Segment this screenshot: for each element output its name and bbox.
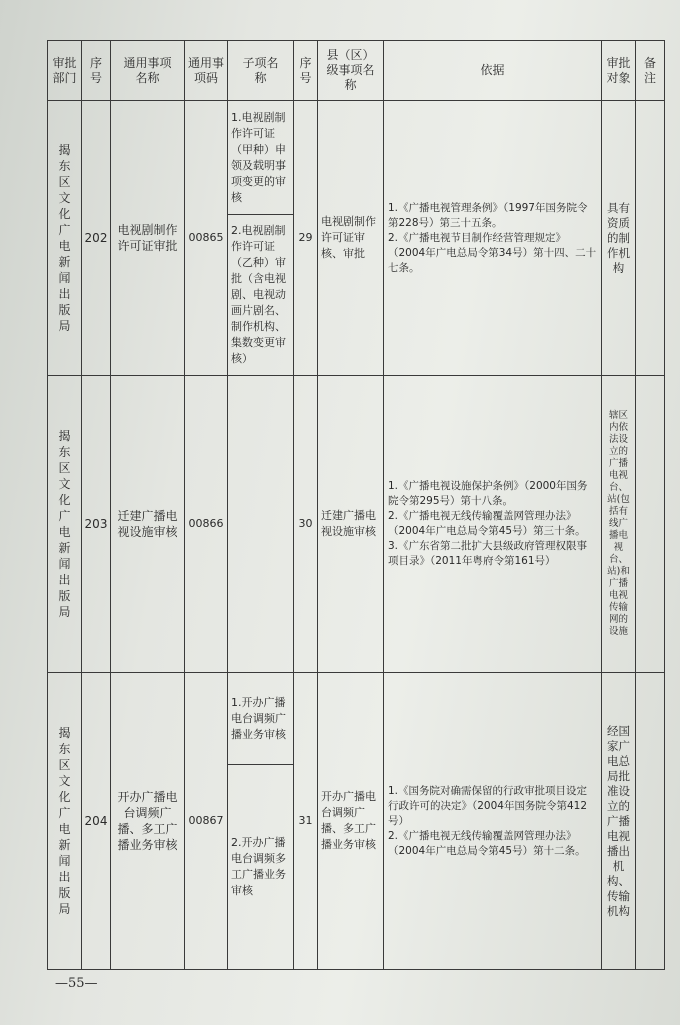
header-county-name: 县（区）级事项名称 xyxy=(326,48,375,92)
row2-basis-line-2: 2.《广播电视无线传输覆盖网管理办法》（2004年广电总局令第45号）第三十条。 xyxy=(388,510,586,537)
row2-county-name: 迁建广播电视设施审核 xyxy=(321,509,376,538)
row2-seq: 203 xyxy=(84,517,108,531)
row2-target: 辖区内依法设立的广播电视台、站(包括有线广播电视台、站)和广播电视传输网的设施 xyxy=(607,410,630,637)
row2-basis xyxy=(384,376,601,672)
row1-remark xyxy=(636,101,664,375)
row1-county-name: 电视剧制作许可证审核、审批 xyxy=(321,215,376,260)
row3-basis-line-1: 1.《国务院对确需保留的行政审批项目设定行政许可的决定》（2004年国务院令第412号） xyxy=(388,784,588,827)
row3-item-code: 00867 xyxy=(188,814,224,827)
row1-item-code: 00865 xyxy=(188,231,224,244)
header-target: 审批对象 xyxy=(606,55,631,85)
row2-basis-line-3: 3.《广东省第二批扩大县级政府管理权限事项目录》（2011年粤府令第161号） xyxy=(388,540,588,567)
row3-sub-item-1: 1.开办广播电台调频广播业务审核 xyxy=(231,695,286,741)
header-item-name: 通用事项名称 xyxy=(123,55,172,85)
row2-item-code: 00866 xyxy=(188,517,224,530)
row3-item-name: 开办广播电台调频广播、多工广播业务审核 xyxy=(117,790,178,852)
row3-basis-line-2: 2.《广播电视无线传输覆盖网管理办法》（2004年广电总局令第45号）第十二条。 xyxy=(388,829,586,857)
table-border-bottom xyxy=(47,969,665,970)
row1-sub-item-2: 2.电视剧制作许可证（乙种）审批（含电视剧、电视动画片剧名、制作机构、集数变更审核） xyxy=(231,224,286,365)
row1-target: 具有资质的制作机构 xyxy=(607,200,630,275)
row3-target: 经国家广电总局批准设立的广播电视播出机构、传输机构 xyxy=(607,723,630,918)
row3-seq: 204 xyxy=(84,814,108,828)
row1-basis-line-1: 1.《广播电视管理条例》（1997年国务院令第228号）第三十五条。 xyxy=(388,201,588,229)
col-line-10 xyxy=(664,40,665,970)
row2-remark xyxy=(636,376,664,672)
row3-basis xyxy=(384,673,601,969)
header-remark: 备注 xyxy=(643,55,656,85)
row2-item-name: 迁建广播电视设施审核 xyxy=(117,509,178,539)
header-seq: 序号 xyxy=(89,55,102,85)
header-item-code: 通用事项码 xyxy=(188,55,225,85)
row3-county-seq: 31 xyxy=(298,814,313,827)
row1-basis xyxy=(384,101,601,375)
row1-basis-line-2: 2.《广播电视节目制作经营管理规定》（2004年广电总局令第34号）第十四、二十七条。 xyxy=(388,231,597,274)
row3-county-name: 开办广播电台调频广播、多工广播业务审核 xyxy=(321,790,376,851)
row3-sub-item-2: 2.开办广播电台调频多工广播业务审核 xyxy=(231,836,286,897)
header-county-seq: 序号 xyxy=(299,55,312,85)
approval-table xyxy=(47,40,665,970)
row2-dept: 揭东区文化广电新闻出版局 xyxy=(58,429,71,619)
row3-dept: 揭东区文化广电新闻出版局 xyxy=(58,726,71,916)
row2-county-seq: 30 xyxy=(298,517,313,530)
header-basis: 依据 xyxy=(480,63,505,77)
row1-dept: 揭东区文化广电新闻出版局 xyxy=(58,143,71,333)
row1-item-name: 电视剧制作许可证审批 xyxy=(117,223,178,253)
header-sub-name: 子项名称 xyxy=(242,55,279,85)
row1-seq: 202 xyxy=(84,231,108,245)
header-dept: 审批部门 xyxy=(52,55,77,85)
row1-county-seq: 29 xyxy=(298,231,313,244)
row2-basis-line-1: 1.《广播电视设施保护条例》（2000年国务院令第295号）第十八条。 xyxy=(388,480,588,507)
row1-sub-item-1: 1.电视剧制作许可证（甲种）申领及载明事项变更的审核 xyxy=(231,110,286,204)
row3-remark xyxy=(636,673,664,969)
page-number: —55— xyxy=(55,976,98,991)
